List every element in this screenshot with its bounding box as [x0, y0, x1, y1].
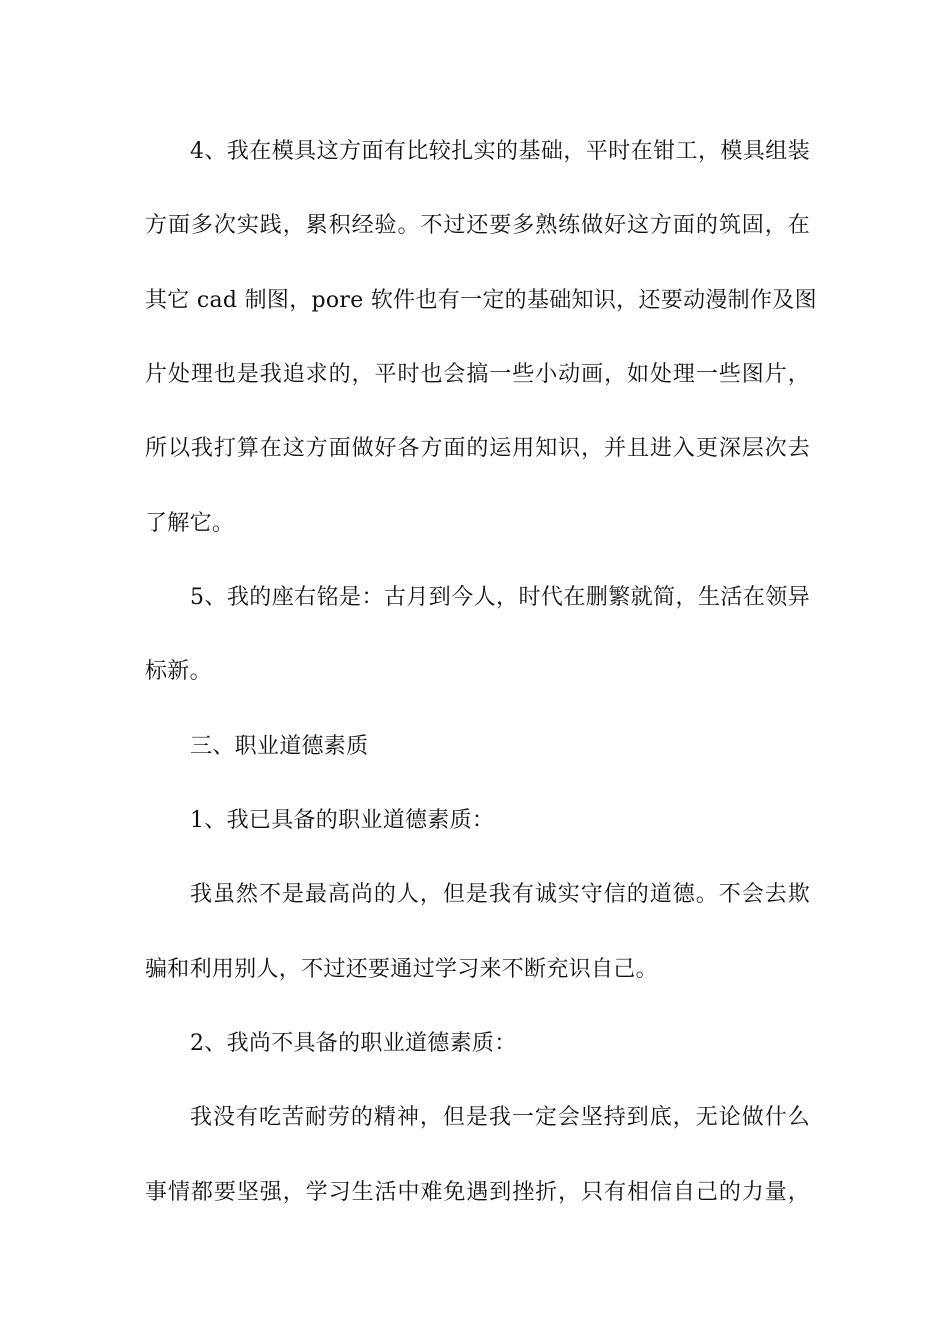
paragraph-line: 5、我的座右铭是：古月到今人，时代在删繁就简，生活在领异 — [190, 585, 810, 610]
section-heading: 三、职业道德素质 — [190, 734, 369, 759]
paragraph-line: 方面多次实践，累积经验。不过还要多熟练做好这方面的筑固，在 — [145, 213, 810, 238]
paragraph-line: 事情都要坚强，学习生活中难免遇到挫折，只有相信自己的力量， — [145, 1180, 810, 1205]
subsection-heading: 1、我已具备的职业道德素质： — [190, 808, 495, 833]
paragraph-line: 我虽然不是最高尚的人，但是我有诚实守信的道德。不会去欺 — [190, 882, 810, 907]
paragraph-line: 4、我在模具这方面有比较扎实的基础，平时在钳工，模具组装 — [190, 139, 810, 164]
paragraph-line: 骗和利用别人，不过还要通过学习来不断充识自己。 — [145, 957, 658, 982]
paragraph-line: 片处理也是我追求的，平时也会搞一些小动画，如处理一些图片， — [145, 362, 810, 387]
paragraph-line: 所以我打算在这方面做好各方面的运用知识，并且进入更深层次去 — [145, 436, 810, 461]
paragraph-line: 其它 cad 制图，pore 软件也有一定的基础知识，还要动漫制作及图 — [145, 288, 817, 313]
paragraph-line: 标新。 — [145, 659, 212, 684]
paragraph-line: 我没有吃苦耐劳的精神，但是我一定会坚持到底，无论做什么 — [190, 1105, 810, 1130]
paragraph-line: 了解它。 — [145, 511, 235, 536]
subsection-heading: 2、我尚不具备的职业道德素质： — [190, 1031, 517, 1056]
